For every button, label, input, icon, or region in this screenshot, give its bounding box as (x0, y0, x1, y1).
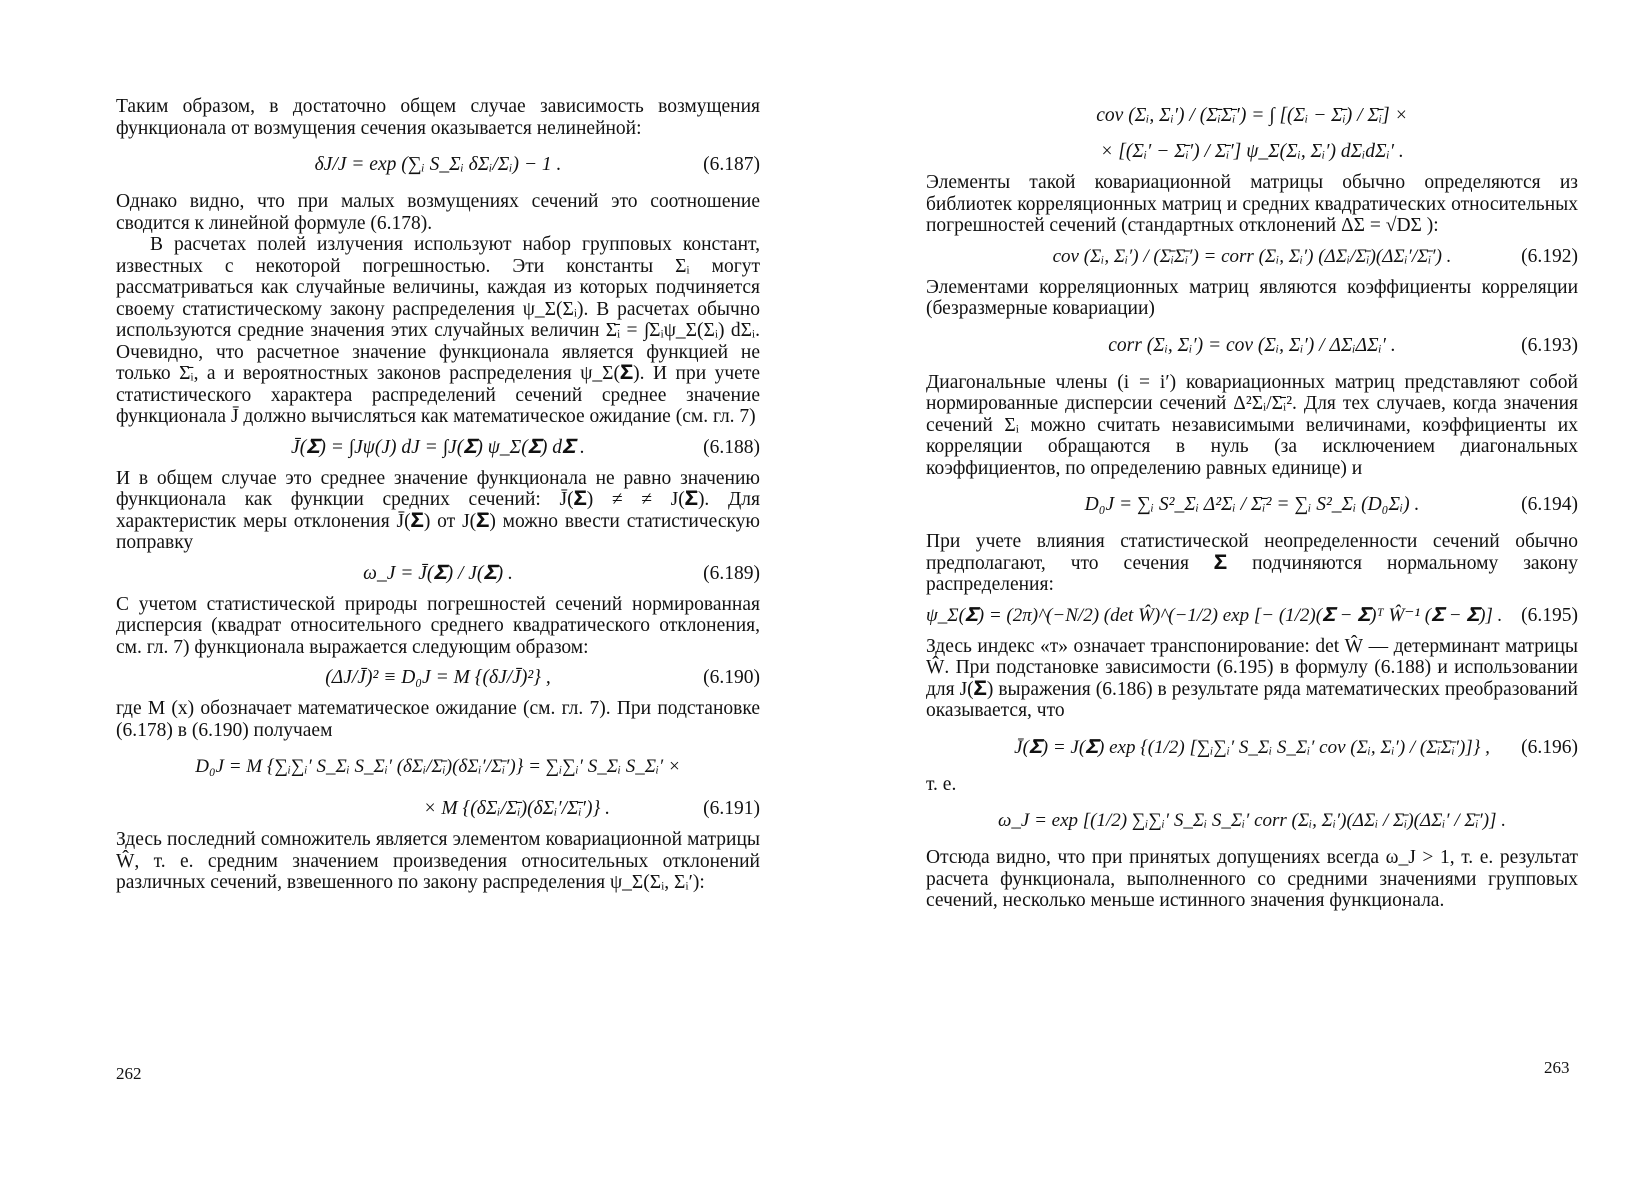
equation-expression: J̄(𝚺) = ∫Jψ(J) dJ = ∫J(𝚺) ψ_Σ(𝚺) d𝚺 . (291, 436, 585, 458)
equation-number: (6.196) (1521, 736, 1578, 758)
page-number: 262 (116, 1064, 142, 1083)
paragraph: С учетом статистической природы погрешностей сечений нормированная дисперсия (квадрат относительного среднего квадратического отклонения, см. гл. 7) функционала выражается следующим образом: (116, 593, 760, 658)
equation-number: (6.192) (1521, 245, 1578, 267)
equation-number: (6.193) (1521, 334, 1578, 356)
left-text-column (116, 96, 760, 894)
paragraph: Отсюда видно, что при принятых допущениях всегда ω_J > 1, т. е. результат расчета функционала, выполненного со средними значениями групповых сечений, несколько меньше истинного значения функционала. (926, 847, 1578, 911)
equation-expression: × M {(δΣᵢ/Σ̄ᵢ)(δΣᵢ′/Σ̄ᵢ′)} . (423, 798, 610, 820)
right-text-column (926, 96, 1578, 912)
equation-6-190 (116, 662, 760, 694)
equation-6-192 (926, 241, 1578, 273)
equation-expression: ψ_Σ(𝚺) = (2π)^(−N/2) (det Ŵ)^(−1/2) exp [− (1/2)(𝚺 − 𝚺̄)ᵀ Ŵ⁻¹ (𝚺 − 𝚺̄)] . (926, 604, 1503, 626)
equation-6-194 (926, 483, 1578, 527)
equation-number: (6.191) (703, 798, 760, 820)
equation-cov-line-1 (926, 100, 1578, 132)
equation-number: (6.195) (1521, 604, 1578, 626)
equation-cov-line-2 (926, 136, 1578, 168)
paragraph: где M (x) обозначает математическое ожидание (см. гл. 7). При подстановке (6.178) в (6.190) получаем (116, 698, 760, 741)
equation-number: (6.189) (703, 562, 760, 584)
paragraph: Здесь индекс «т» означает транспонирование: det Ŵ — детерминант матрицы Ŵ. При подстановке зависимости (6.195) в формулу (6.188) и использовании для J(𝚺) выражения (6.186) в результате ряда математических преобразований оказывается, что (926, 635, 1578, 721)
paragraph: Элементы такой ковариационной матрицы обычно определяются из библиотек корреляционных матриц и средних квадратических относительных погрешностей сечений (стандартных отклонений ΔΣ = √DΣ ): (926, 172, 1578, 236)
equation-6-191-line-1 (116, 745, 760, 789)
right-page (818, 0, 1636, 1188)
paragraph: При учете влияния статистической неопределенности сечений обычно предполагают, что сечения 𝚺 подчиняются нормальному закону распределения: (926, 531, 1578, 595)
equation-expression: ω_J = J̄(𝚺) / J(𝚺̄) . (363, 562, 513, 584)
equation-6-195 (926, 600, 1578, 632)
equation-expression: δJ/J = exp (∑ᵢ S_Σᵢ δΣᵢ/Σᵢ) − 1 . (314, 154, 562, 176)
equation-expression: cov (Σᵢ, Σᵢ′) / (Σ̄ᵢΣ̄ᵢ′) = corr (Σᵢ, Σᵢ′) (ΔΣᵢ/Σ̄ᵢ)(ΔΣᵢ′/Σ̄ᵢ′) . (1052, 245, 1452, 267)
equation-6-191-line-2 (116, 793, 760, 825)
equation-6-196 (926, 726, 1578, 770)
paragraph: Таким образом, в достаточно общем случае зависимость возмущения функционала от возмущения сечения оказывается нелинейной: (116, 96, 760, 139)
equation-6-189 (116, 558, 760, 590)
equation-6-193 (926, 324, 1578, 368)
paragraph: Диагональные члены (i = i′) ковариационных матриц представляют собой нормированные дисперсии сечений Δ²Σᵢ/Σ̄ᵢ². Для тех случаев, когда значения сечений Σᵢ можно считать независимыми величинами, коэффициенты их корреляции обращаются в нуль (за исключением диагональных коэффициентов, по определению равных единице) и (926, 371, 1578, 479)
equation-expression: D₀J = ∑ᵢ S²_Σᵢ Δ²Σᵢ / Σ̄ᵢ² = ∑ᵢ S²_Σᵢ (D₀Σᵢ) . (1084, 494, 1420, 516)
equation-number: (6.194) (1521, 494, 1578, 516)
paragraph: Элементами корреляционных матриц являются коэффициенты корреляции (безразмерные ковариации) (926, 276, 1578, 319)
equation-number: (6.187) (703, 154, 760, 176)
paragraph: т. е. (926, 773, 957, 795)
equation-number: (6.188) (703, 436, 760, 458)
paragraph: Однако видно, что при малых возмущениях сечений это соотношение сводится к линейной формуле (6.178). (116, 191, 760, 234)
equation-expression: ω_J = exp [(1/2) ∑ᵢ∑ᵢ′ S_Σᵢ S_Σᵢ′ corr (Σᵢ, Σᵢ′)(ΔΣᵢ / Σ̄ᵢ)(ΔΣᵢ′ / Σ̄ᵢ′)] . (997, 810, 1507, 832)
paragraph: В расчетах полей излучения используют набор групповых констант, известных с некоторой погрешностью. Эти константы Σᵢ могут рассматриваться как случайные величины, каждая из которых подчиняется своему статистическому закону распределения ψ_Σ(Σᵢ). В расчетах обычно используются средние значения этих случайных величин Σ̄ᵢ = ∫Σᵢψ_Σ(Σᵢ) dΣᵢ. Очевидно, что расчетное значение функционала является функцией не только Σ̄ᵢ, а и вероятностных законов распределения ψ_Σ(𝚺). И при учете статистического характера распределений сечений среднее значение функционала J̄ должно вычисляться как математическое ожидание (см. гл. 7) (116, 234, 760, 427)
equation-expression: J̄(𝚺) = J(𝚺̄) exp {(1/2) [∑ᵢ∑ᵢ′ S_Σᵢ S_Σᵢ′ cov (Σᵢ, Σᵢ′) / (Σ̄ᵢΣ̄ᵢ′)]} , (1014, 736, 1490, 758)
paragraph: Здесь последний сомножитель является элементом ковариационной матрицы Ŵ, т. е. средним значением произведения относительных отклонений различных сечений, взвешенного по закону распределения ψ_Σ(Σᵢ, Σᵢ′): (116, 829, 760, 893)
paragraph: И в общем случае это среднее значение функционала не равно значению функционала как функции средних сечений: J̄(𝚺) ≠ ≠ J(𝚺̄). Для характеристик меры отклонения J̄(𝚺) от J(𝚺̄) можно ввести статистическую поправку (116, 467, 760, 553)
equation-expression: (ΔJ/J̄)² ≡ D₀J = M {(δJ/J̄)²} , (325, 667, 551, 689)
equation-expression: corr (Σᵢ, Σᵢ′) = cov (Σᵢ, Σᵢ′) / ΔΣᵢΔΣᵢ′ . (1108, 334, 1396, 356)
page-number: 263 (1544, 1058, 1570, 1077)
equation-expression: × [(Σᵢ′ − Σ̄ᵢ′) / Σ̄ᵢ′] ψ_Σ(Σᵢ, Σᵢ′) dΣᵢdΣᵢ′ . (1100, 141, 1404, 163)
equation-expression: cov (Σᵢ, Σᵢ′) / (Σ̄ᵢΣ̄ᵢ′) = ∫ [(Σᵢ − Σ̄ᵢ) / Σ̄ᵢ] × (1096, 105, 1408, 127)
equation-omega-j (926, 799, 1578, 843)
equation-expression: D₀J = M {∑ᵢ∑ᵢ′ S_Σᵢ S_Σᵢ′ (δΣᵢ/Σ̄ᵢ)(δΣᵢ′/Σ̄ᵢ′)} = ∑ᵢ∑ᵢ′ S_Σᵢ S_Σᵢ′ × (195, 756, 681, 778)
equation-number: (6.190) (703, 667, 760, 689)
equation-6-188 (116, 432, 760, 464)
equation-6-187 (116, 143, 760, 187)
